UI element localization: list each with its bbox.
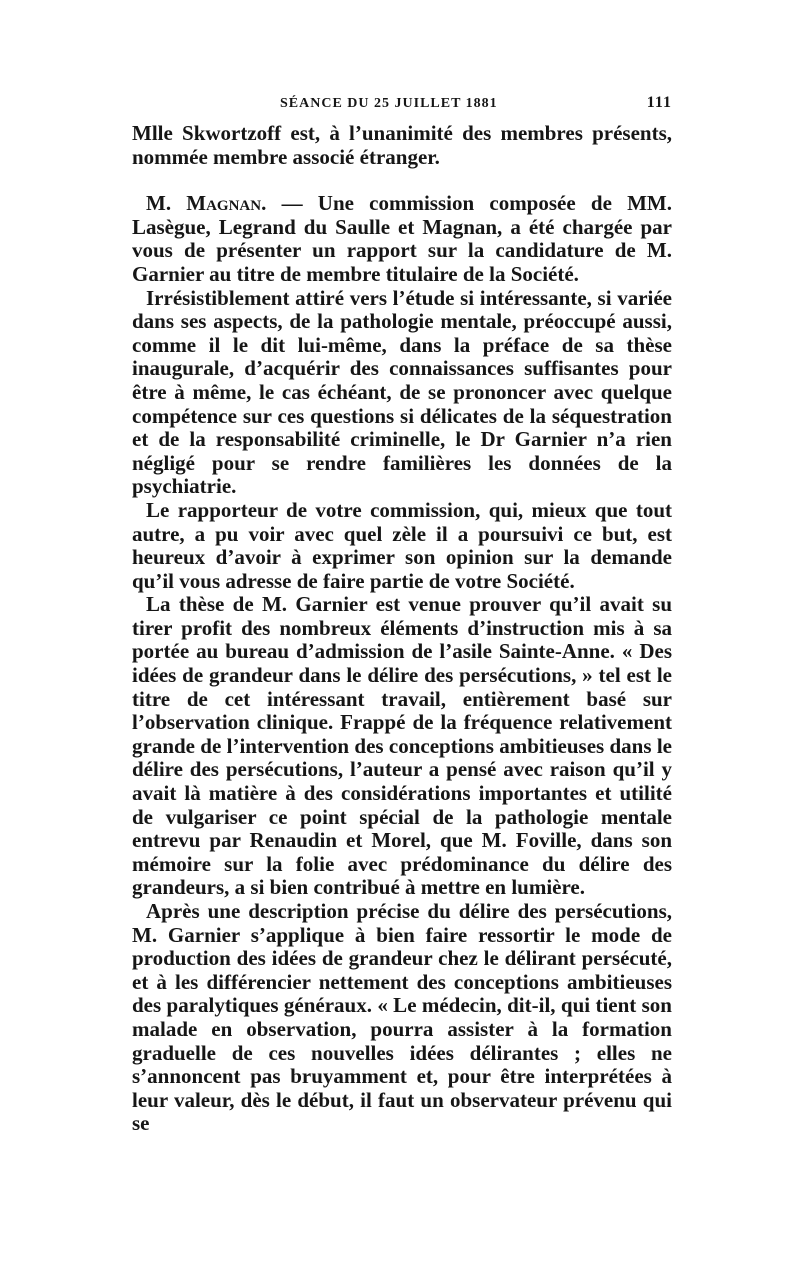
speaker-name: M. Magnan.: [146, 191, 267, 216]
paragraph-thesis: La thèse de M. Garnier est venue prouver qu’il avait su tirer profit des nombreux éléments d’instruction mis à sa portée au bureau d’admission de l’asile Sainte-Anne. « Des idées de grandeur dans le délire des persécutions, » tel est le titre de cet intéressant travail, entièrement basé sur l’observation clinique. Frappé de la fréquence relativement grande de l’intervention des conceptions ambitieuses dans le délire des persécutions, l’auteur a pensé avec raison qu’il y avait là matière à des considérations importantes et utilité de vulgariser ce point spécial de la pathologie mentale entrevu par Renaudin et Morel, que M. Foville, dans son mémoire sur la folie avec prédominance du délire des grandeurs, a si bien contribué à mettre en lumière.: [132, 592, 672, 900]
running-title: SÉANCE DU 25 JUILLET 1881: [280, 96, 498, 111]
book-page: [132, 92, 672, 1136]
paragraph-election: Mlle Skwortzoff est, à l’unanimité des membres présents, nommée membre associé étranger.: [132, 121, 672, 169]
paragraph-gap: [132, 169, 672, 192]
page-number: 111: [646, 94, 672, 111]
paragraph-commission-text: — Une commission composée de MM. Lasègue, Legrand du Saulle et Magnan, a été chargée par vous de présenter un rapport sur la candidature de M. Garnier au titre de membre titulaire de la Société.: [132, 191, 672, 286]
body-text: [132, 122, 672, 1136]
running-head: [132, 92, 672, 118]
paragraph-rapporteur: Le rapporteur de votre commission, qui, mieux que tout autre, a pu voir avec quel zèle il a poursuivi ce but, est heureux d’avoir à exprimer son opinion sur la demande qu’il vous adresse de faire partie de votre Société.: [132, 497, 672, 593]
paragraph-background: Irrésistiblement attiré vers l’étude si intéressante, si variée dans ses aspects, de la pathologie mentale, préoccupé aussi, comme il le dit lui-même, dans la préface de sa thèse inaugurale, d’acquérir des connaissances suffisantes pour être à même, le cas échéant, de se prononcer avec quelque compétence sur ces questions si délicates de la séquestration et de la responsabilité criminelle, le Dr Garnier n’a rien négligé pour se rendre familières les données de la psychiatrie.: [132, 285, 672, 499]
paragraph-commission: [132, 192, 672, 286]
paragraph-description: Après une description précise du délire des persécutions, M. Garnier s’applique à bien faire ressortir le mode de production des idées de grandeur chez le délirant persécuté, et à les différencier nettement des conceptions ambitieuses des paralytiques généraux. « Le médecin, dit-il, qui tient son malade en observation, pourra assister à la formation graduelle de ces nouvelles idées délirantes ; elles ne s’annoncent pas bruyamment et, pour être interprétées à leur valeur, dès le début, il faut un observateur prévenu qui se: [132, 899, 672, 1136]
